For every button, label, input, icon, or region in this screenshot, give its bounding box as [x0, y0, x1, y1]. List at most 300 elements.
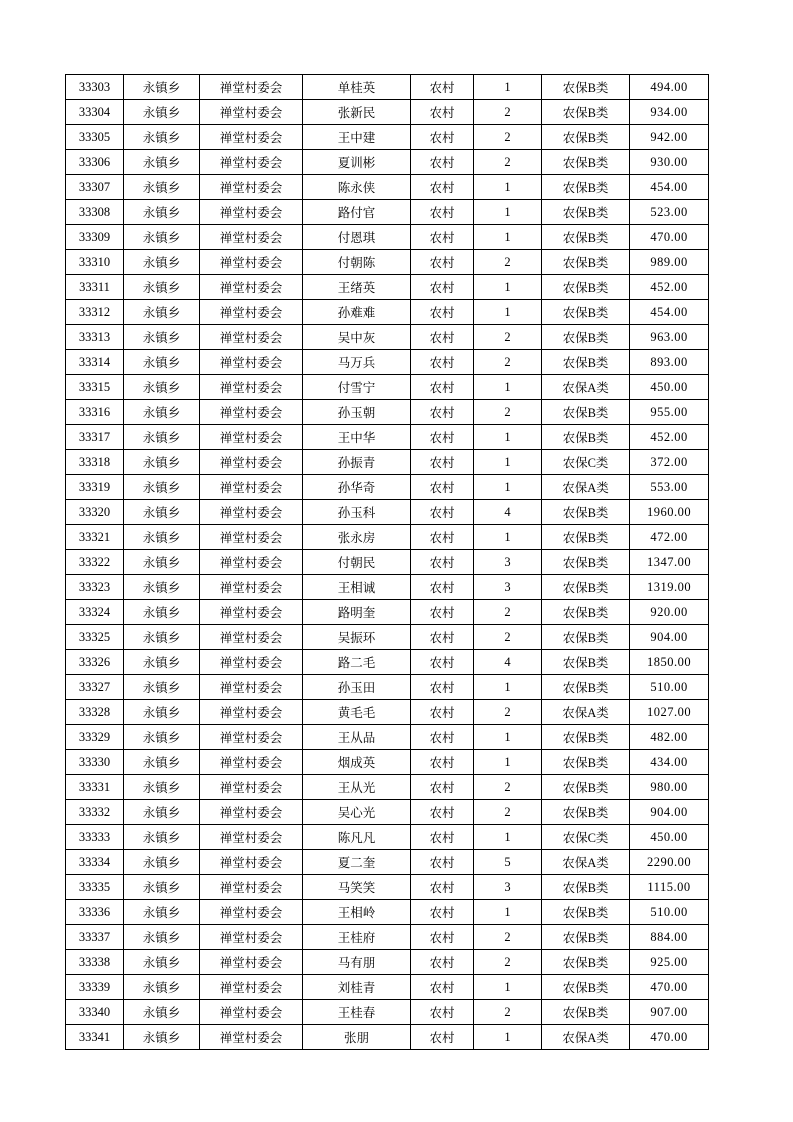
- cell-village-committee: 禅堂村委会: [200, 375, 303, 400]
- cell-residence-type: 农村: [411, 425, 474, 450]
- cell-insurance-category: 农保B类: [542, 275, 630, 300]
- cell-township: 永镇乡: [124, 200, 200, 225]
- cell-residence-type: 农村: [411, 925, 474, 950]
- cell-amount: 963.00: [630, 325, 709, 350]
- cell-person-count: 1: [474, 175, 542, 200]
- cell-residence-type: 农村: [411, 1000, 474, 1025]
- table-row: [66, 775, 709, 800]
- cell-township: 永镇乡: [124, 400, 200, 425]
- cell-person-name: 王桂府: [303, 925, 411, 950]
- cell-residence-type: 农村: [411, 475, 474, 500]
- cell-person-name: 王中华: [303, 425, 411, 450]
- cell-amount: 1027.00: [630, 700, 709, 725]
- cell-township: 永镇乡: [124, 650, 200, 675]
- cell-residence-type: 农村: [411, 575, 474, 600]
- cell-village-committee: 禅堂村委会: [200, 250, 303, 275]
- cell-residence-type: 农村: [411, 250, 474, 275]
- table-row: [66, 450, 709, 475]
- cell-amount: 904.00: [630, 800, 709, 825]
- cell-serial-number: 33324: [66, 600, 124, 625]
- cell-serial-number: 33328: [66, 700, 124, 725]
- cell-amount: 372.00: [630, 450, 709, 475]
- cell-amount: 934.00: [630, 100, 709, 125]
- cell-township: 永镇乡: [124, 700, 200, 725]
- cell-amount: 907.00: [630, 1000, 709, 1025]
- cell-village-committee: 禅堂村委会: [200, 100, 303, 125]
- table-row: [66, 625, 709, 650]
- cell-village-committee: 禅堂村委会: [200, 175, 303, 200]
- cell-residence-type: 农村: [411, 525, 474, 550]
- cell-amount: 1347.00: [630, 550, 709, 575]
- cell-village-committee: 禅堂村委会: [200, 825, 303, 850]
- table-row: [66, 975, 709, 1000]
- cell-serial-number: 33327: [66, 675, 124, 700]
- cell-township: 永镇乡: [124, 1000, 200, 1025]
- cell-amount: 454.00: [630, 175, 709, 200]
- cell-township: 永镇乡: [124, 475, 200, 500]
- cell-amount: 553.00: [630, 475, 709, 500]
- cell-township: 永镇乡: [124, 900, 200, 925]
- cell-insurance-category: 农保B类: [542, 675, 630, 700]
- cell-person-count: 1: [474, 725, 542, 750]
- cell-serial-number: 33335: [66, 875, 124, 900]
- cell-serial-number: 33315: [66, 375, 124, 400]
- cell-township: 永镇乡: [124, 525, 200, 550]
- cell-amount: 955.00: [630, 400, 709, 425]
- cell-amount: 925.00: [630, 950, 709, 975]
- cell-person-count: 1: [474, 1025, 542, 1050]
- cell-village-committee: 禅堂村委会: [200, 150, 303, 175]
- cell-residence-type: 农村: [411, 550, 474, 575]
- cell-person-name: 张永房: [303, 525, 411, 550]
- cell-residence-type: 农村: [411, 400, 474, 425]
- cell-person-name: 孙振青: [303, 450, 411, 475]
- cell-village-committee: 禅堂村委会: [200, 975, 303, 1000]
- cell-village-committee: 禅堂村委会: [200, 775, 303, 800]
- cell-residence-type: 农村: [411, 100, 474, 125]
- cell-amount: 1115.00: [630, 875, 709, 900]
- cell-person-name: 王绪英: [303, 275, 411, 300]
- cell-person-name: 王从品: [303, 725, 411, 750]
- table-row: [66, 725, 709, 750]
- table-row: [66, 550, 709, 575]
- cell-village-committee: 禅堂村委会: [200, 350, 303, 375]
- table-row: [66, 325, 709, 350]
- cell-township: 永镇乡: [124, 300, 200, 325]
- cell-person-name: 孙玉朝: [303, 400, 411, 425]
- cell-insurance-category: 农保B类: [542, 400, 630, 425]
- table-row: [66, 950, 709, 975]
- table-row: [66, 425, 709, 450]
- cell-person-count: 2: [474, 775, 542, 800]
- cell-residence-type: 农村: [411, 1025, 474, 1050]
- cell-township: 永镇乡: [124, 175, 200, 200]
- cell-serial-number: 33338: [66, 950, 124, 975]
- cell-amount: 510.00: [630, 900, 709, 925]
- cell-residence-type: 农村: [411, 650, 474, 675]
- cell-township: 永镇乡: [124, 450, 200, 475]
- cell-village-committee: 禅堂村委会: [200, 425, 303, 450]
- table-row: [66, 600, 709, 625]
- table-row: [66, 650, 709, 675]
- cell-insurance-category: 农保B类: [542, 525, 630, 550]
- cell-person-count: 2: [474, 325, 542, 350]
- table-row: [66, 500, 709, 525]
- cell-insurance-category: 农保B类: [542, 900, 630, 925]
- cell-serial-number: 33337: [66, 925, 124, 950]
- cell-village-committee: 禅堂村委会: [200, 550, 303, 575]
- cell-insurance-category: 农保A类: [542, 375, 630, 400]
- cell-village-committee: 禅堂村委会: [200, 950, 303, 975]
- table-row: [66, 300, 709, 325]
- cell-residence-type: 农村: [411, 800, 474, 825]
- cell-insurance-category: 农保A类: [542, 1025, 630, 1050]
- cell-amount: 942.00: [630, 125, 709, 150]
- cell-serial-number: 33309: [66, 225, 124, 250]
- cell-insurance-category: 农保A类: [542, 475, 630, 500]
- cell-township: 永镇乡: [124, 150, 200, 175]
- cell-serial-number: 33321: [66, 525, 124, 550]
- cell-amount: 523.00: [630, 200, 709, 225]
- cell-residence-type: 农村: [411, 700, 474, 725]
- cell-amount: 893.00: [630, 350, 709, 375]
- cell-amount: 472.00: [630, 525, 709, 550]
- cell-residence-type: 农村: [411, 875, 474, 900]
- cell-person-name: 付朝民: [303, 550, 411, 575]
- cell-residence-type: 农村: [411, 300, 474, 325]
- cell-insurance-category: 农保B类: [542, 550, 630, 575]
- cell-person-count: 2: [474, 700, 542, 725]
- cell-amount: 470.00: [630, 225, 709, 250]
- cell-township: 永镇乡: [124, 325, 200, 350]
- cell-insurance-category: 农保B类: [542, 425, 630, 450]
- cell-insurance-category: 农保B类: [542, 725, 630, 750]
- cell-serial-number: 33316: [66, 400, 124, 425]
- cell-village-committee: 禅堂村委会: [200, 400, 303, 425]
- cell-insurance-category: 农保B类: [542, 800, 630, 825]
- cell-township: 永镇乡: [124, 125, 200, 150]
- cell-residence-type: 农村: [411, 325, 474, 350]
- table-row: [66, 275, 709, 300]
- cell-township: 永镇乡: [124, 550, 200, 575]
- cell-village-committee: 禅堂村委会: [200, 925, 303, 950]
- cell-insurance-category: 农保B类: [542, 875, 630, 900]
- table-row: [66, 350, 709, 375]
- table-row: [66, 200, 709, 225]
- cell-serial-number: 33333: [66, 825, 124, 850]
- table-row: [66, 700, 709, 725]
- cell-person-name: 马笑笑: [303, 875, 411, 900]
- roster-table: [65, 74, 709, 1050]
- table-row: [66, 1025, 709, 1050]
- cell-residence-type: 农村: [411, 125, 474, 150]
- cell-serial-number: 33330: [66, 750, 124, 775]
- cell-insurance-category: 农保B类: [542, 975, 630, 1000]
- cell-village-committee: 禅堂村委会: [200, 750, 303, 775]
- cell-person-count: 2: [474, 350, 542, 375]
- cell-residence-type: 农村: [411, 725, 474, 750]
- cell-township: 永镇乡: [124, 950, 200, 975]
- cell-person-count: 5: [474, 850, 542, 875]
- cell-person-name: 单桂英: [303, 75, 411, 100]
- cell-village-committee: 禅堂村委会: [200, 625, 303, 650]
- cell-insurance-category: 农保B类: [542, 575, 630, 600]
- cell-township: 永镇乡: [124, 250, 200, 275]
- cell-village-committee: 禅堂村委会: [200, 850, 303, 875]
- cell-person-count: 1: [474, 975, 542, 1000]
- cell-village-committee: 禅堂村委会: [200, 1025, 303, 1050]
- cell-insurance-category: 农保A类: [542, 700, 630, 725]
- cell-residence-type: 农村: [411, 350, 474, 375]
- table-row: [66, 75, 709, 100]
- cell-insurance-category: 农保B类: [542, 350, 630, 375]
- cell-township: 永镇乡: [124, 825, 200, 850]
- cell-amount: 494.00: [630, 75, 709, 100]
- cell-person-count: 2: [474, 625, 542, 650]
- cell-village-committee: 禅堂村委会: [200, 1000, 303, 1025]
- cell-residence-type: 农村: [411, 200, 474, 225]
- cell-residence-type: 农村: [411, 375, 474, 400]
- table-row: [66, 225, 709, 250]
- cell-serial-number: 33310: [66, 250, 124, 275]
- cell-township: 永镇乡: [124, 775, 200, 800]
- cell-township: 永镇乡: [124, 975, 200, 1000]
- cell-village-committee: 禅堂村委会: [200, 725, 303, 750]
- cell-person-count: 4: [474, 500, 542, 525]
- cell-person-count: 2: [474, 925, 542, 950]
- cell-person-name: 王相诚: [303, 575, 411, 600]
- cell-insurance-category: 农保B类: [542, 775, 630, 800]
- cell-amount: 1319.00: [630, 575, 709, 600]
- cell-township: 永镇乡: [124, 625, 200, 650]
- cell-village-committee: 禅堂村委会: [200, 300, 303, 325]
- table-row: [66, 750, 709, 775]
- cell-serial-number: 33336: [66, 900, 124, 925]
- cell-township: 永镇乡: [124, 850, 200, 875]
- cell-serial-number: 33334: [66, 850, 124, 875]
- table-row: [66, 375, 709, 400]
- cell-township: 永镇乡: [124, 375, 200, 400]
- cell-person-count: 1: [474, 275, 542, 300]
- cell-person-name: 陈凡凡: [303, 825, 411, 850]
- cell-amount: 454.00: [630, 300, 709, 325]
- cell-insurance-category: 农保B类: [542, 150, 630, 175]
- cell-person-count: 1: [474, 375, 542, 400]
- table-row: [66, 825, 709, 850]
- cell-township: 永镇乡: [124, 875, 200, 900]
- cell-insurance-category: 农保B类: [542, 600, 630, 625]
- cell-amount: 434.00: [630, 750, 709, 775]
- cell-residence-type: 农村: [411, 225, 474, 250]
- cell-person-count: 1: [474, 450, 542, 475]
- cell-person-name: 路付官: [303, 200, 411, 225]
- cell-insurance-category: 农保B类: [542, 650, 630, 675]
- cell-amount: 452.00: [630, 425, 709, 450]
- cell-amount: 930.00: [630, 150, 709, 175]
- cell-person-name: 吴振环: [303, 625, 411, 650]
- cell-insurance-category: 农保B类: [542, 175, 630, 200]
- cell-person-name: 付雪宁: [303, 375, 411, 400]
- cell-person-name: 路二毛: [303, 650, 411, 675]
- cell-person-name: 付恩琪: [303, 225, 411, 250]
- cell-person-count: 3: [474, 550, 542, 575]
- cell-insurance-category: 农保C类: [542, 825, 630, 850]
- cell-insurance-category: 农保B类: [542, 75, 630, 100]
- cell-township: 永镇乡: [124, 275, 200, 300]
- cell-amount: 452.00: [630, 275, 709, 300]
- cell-village-committee: 禅堂村委会: [200, 525, 303, 550]
- cell-township: 永镇乡: [124, 800, 200, 825]
- cell-serial-number: 33332: [66, 800, 124, 825]
- cell-serial-number: 33319: [66, 475, 124, 500]
- cell-person-name: 吴中灰: [303, 325, 411, 350]
- cell-amount: 470.00: [630, 975, 709, 1000]
- cell-township: 永镇乡: [124, 1025, 200, 1050]
- cell-person-name: 吴心光: [303, 800, 411, 825]
- cell-amount: 510.00: [630, 675, 709, 700]
- cell-residence-type: 农村: [411, 175, 474, 200]
- cell-amount: 989.00: [630, 250, 709, 275]
- cell-residence-type: 农村: [411, 500, 474, 525]
- cell-residence-type: 农村: [411, 900, 474, 925]
- cell-amount: 450.00: [630, 825, 709, 850]
- cell-amount: 482.00: [630, 725, 709, 750]
- table-row: [66, 475, 709, 500]
- table-row: [66, 250, 709, 275]
- cell-village-committee: 禅堂村委会: [200, 600, 303, 625]
- cell-serial-number: 33314: [66, 350, 124, 375]
- cell-person-count: 1: [474, 525, 542, 550]
- cell-township: 永镇乡: [124, 350, 200, 375]
- cell-person-name: 夏训彬: [303, 150, 411, 175]
- cell-residence-type: 农村: [411, 750, 474, 775]
- cell-person-count: 2: [474, 250, 542, 275]
- cell-residence-type: 农村: [411, 75, 474, 100]
- cell-residence-type: 农村: [411, 600, 474, 625]
- cell-person-name: 路明奎: [303, 600, 411, 625]
- cell-person-name: 刘桂青: [303, 975, 411, 1000]
- cell-serial-number: 33317: [66, 425, 124, 450]
- table-row: [66, 850, 709, 875]
- cell-amount: 2290.00: [630, 850, 709, 875]
- cell-village-committee: 禅堂村委会: [200, 800, 303, 825]
- cell-village-committee: 禅堂村委会: [200, 475, 303, 500]
- cell-person-name: 马有朋: [303, 950, 411, 975]
- cell-serial-number: 33331: [66, 775, 124, 800]
- cell-person-count: 2: [474, 100, 542, 125]
- cell-residence-type: 农村: [411, 275, 474, 300]
- cell-person-count: 2: [474, 1000, 542, 1025]
- cell-insurance-category: 农保B类: [542, 1000, 630, 1025]
- cell-person-count: 1: [474, 675, 542, 700]
- table-row: [66, 100, 709, 125]
- cell-village-committee: 禅堂村委会: [200, 900, 303, 925]
- table-row: [66, 150, 709, 175]
- cell-serial-number: 33320: [66, 500, 124, 525]
- cell-village-committee: 禅堂村委会: [200, 675, 303, 700]
- cell-residence-type: 农村: [411, 625, 474, 650]
- cell-amount: 980.00: [630, 775, 709, 800]
- cell-amount: 1850.00: [630, 650, 709, 675]
- cell-village-committee: 禅堂村委会: [200, 325, 303, 350]
- cell-serial-number: 33313: [66, 325, 124, 350]
- cell-insurance-category: 农保B类: [542, 100, 630, 125]
- cell-person-count: 1: [474, 225, 542, 250]
- cell-insurance-category: 农保B类: [542, 300, 630, 325]
- cell-township: 永镇乡: [124, 675, 200, 700]
- cell-person-name: 王桂春: [303, 1000, 411, 1025]
- cell-person-count: 1: [474, 475, 542, 500]
- cell-person-count: 1: [474, 300, 542, 325]
- cell-person-name: 孙玉田: [303, 675, 411, 700]
- cell-person-count: 2: [474, 400, 542, 425]
- cell-serial-number: 33339: [66, 975, 124, 1000]
- cell-person-name: 孙玉科: [303, 500, 411, 525]
- cell-person-name: 付朝陈: [303, 250, 411, 275]
- cell-insurance-category: 农保B类: [542, 950, 630, 975]
- cell-person-count: 3: [474, 575, 542, 600]
- cell-serial-number: 33318: [66, 450, 124, 475]
- cell-serial-number: 33325: [66, 625, 124, 650]
- cell-residence-type: 农村: [411, 850, 474, 875]
- cell-person-count: 4: [474, 650, 542, 675]
- cell-person-count: 1: [474, 750, 542, 775]
- table-row: [66, 175, 709, 200]
- cell-person-name: 孙难难: [303, 300, 411, 325]
- cell-township: 永镇乡: [124, 575, 200, 600]
- cell-serial-number: 33306: [66, 150, 124, 175]
- table-row: [66, 675, 709, 700]
- table-row: [66, 125, 709, 150]
- table-row: [66, 875, 709, 900]
- table-row: [66, 400, 709, 425]
- cell-insurance-category: 农保B类: [542, 250, 630, 275]
- cell-person-name: 王相岭: [303, 900, 411, 925]
- cell-person-name: 马万兵: [303, 350, 411, 375]
- cell-village-committee: 禅堂村委会: [200, 275, 303, 300]
- cell-residence-type: 农村: [411, 675, 474, 700]
- cell-person-name: 黄毛毛: [303, 700, 411, 725]
- cell-township: 永镇乡: [124, 100, 200, 125]
- cell-person-count: 2: [474, 150, 542, 175]
- cell-residence-type: 农村: [411, 825, 474, 850]
- cell-person-count: 1: [474, 200, 542, 225]
- cell-person-count: 1: [474, 75, 542, 100]
- cell-township: 永镇乡: [124, 750, 200, 775]
- table-body: [66, 75, 709, 1050]
- cell-serial-number: 33308: [66, 200, 124, 225]
- table-row: [66, 1000, 709, 1025]
- cell-amount: 450.00: [630, 375, 709, 400]
- cell-residence-type: 农村: [411, 450, 474, 475]
- cell-village-committee: 禅堂村委会: [200, 500, 303, 525]
- cell-person-name: 孙华奇: [303, 475, 411, 500]
- cell-person-name: 张朋: [303, 1025, 411, 1050]
- cell-village-committee: 禅堂村委会: [200, 200, 303, 225]
- cell-person-name: 张新民: [303, 100, 411, 125]
- cell-person-count: 2: [474, 125, 542, 150]
- cell-serial-number: 33311: [66, 275, 124, 300]
- cell-village-committee: 禅堂村委会: [200, 650, 303, 675]
- cell-insurance-category: 农保B类: [542, 925, 630, 950]
- cell-residence-type: 农村: [411, 150, 474, 175]
- cell-township: 永镇乡: [124, 600, 200, 625]
- cell-insurance-category: 农保B类: [542, 125, 630, 150]
- cell-serial-number: 33305: [66, 125, 124, 150]
- cell-amount: 470.00: [630, 1025, 709, 1050]
- cell-village-committee: 禅堂村委会: [200, 225, 303, 250]
- cell-township: 永镇乡: [124, 425, 200, 450]
